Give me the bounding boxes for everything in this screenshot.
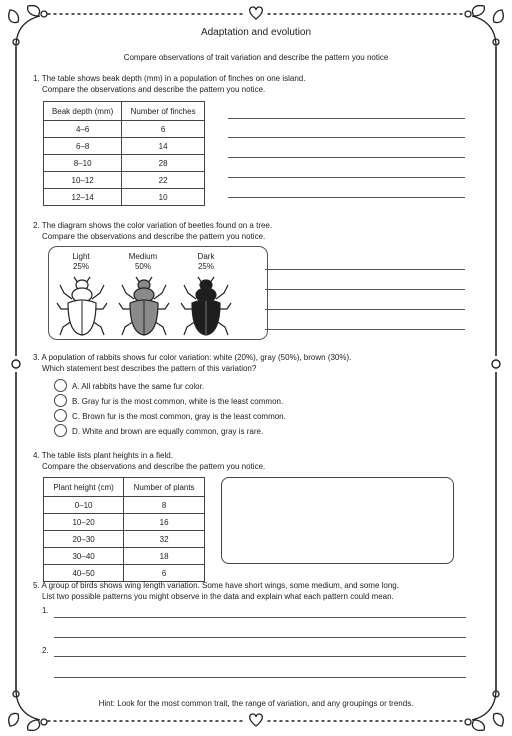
table-cell: 6 <box>124 565 205 582</box>
table-cell: 16 <box>124 514 205 531</box>
q2-prompt <box>33 221 272 242</box>
option-label: D. White and brown are equally common, gray is rare. <box>72 427 264 436</box>
q1-line2: Compare the observations and describe the pattern you notice. <box>42 84 266 94</box>
q2-answer-line[interactable] <box>265 329 465 330</box>
q5-answer-line[interactable] <box>54 677 466 678</box>
table-row <box>44 155 205 172</box>
beetle-name: Medium <box>128 252 158 261</box>
page-subtitle: Compare observations of trait variation and describe the pattern you notice <box>123 53 389 62</box>
q1-header-1: Number of finches <box>122 102 205 121</box>
q1-answer-line[interactable] <box>228 118 465 119</box>
radio-bubble[interactable] <box>54 424 67 437</box>
q3-line2: Which statement best describes the pattern of this variation? <box>42 363 257 373</box>
table-cell: 8–10 <box>44 155 122 172</box>
table-cell: 20–30 <box>44 531 124 548</box>
q4-line1: 4. The table lists plant heights in a field. <box>33 451 173 460</box>
q2-answer-line[interactable] <box>265 269 465 270</box>
table-cell: 10–20 <box>44 514 124 531</box>
table-cell: 18 <box>124 548 205 565</box>
option-label: A. All rabbits have the same fur color. <box>72 382 205 391</box>
table-cell: 6 <box>122 121 205 138</box>
q1-prompt <box>33 74 305 95</box>
table-row <box>44 565 205 582</box>
table-cell: 8 <box>124 497 205 514</box>
q5-number-1: 1. <box>42 606 49 615</box>
option-label: B. Gray fur is the most common, white is the least common. <box>72 397 284 406</box>
table-row <box>44 531 205 548</box>
beetle-caption-dark <box>181 252 231 272</box>
q5-line1: 5. A group of birds shows wing length variation. Some have short wings, some medium, and some long. <box>33 581 399 590</box>
table-cell: 6–8 <box>44 138 122 155</box>
table-row <box>44 514 205 531</box>
q4-answer-box[interactable] <box>221 477 454 564</box>
q2-answer-line[interactable] <box>265 309 465 310</box>
q1-answer-line[interactable] <box>228 177 465 178</box>
option-label: C. Brown fur is the most common, gray is the least common. <box>72 412 286 421</box>
q1-answer-line[interactable] <box>228 137 465 138</box>
table-row <box>44 121 205 138</box>
q3-prompt <box>33 353 351 374</box>
q4-header-1: Number of plants <box>124 478 205 497</box>
corner-ornament-bottom-right <box>465 689 503 730</box>
q2-line2: Compare the observations and describe the pattern you notice. <box>42 231 266 241</box>
q1-answer-line[interactable] <box>228 197 465 198</box>
table-row <box>44 138 205 155</box>
q3-line1: 3. A population of rabbits shows fur color variation: white (20%), gray (50%), brown (30%). <box>33 353 352 362</box>
q4-header-0: Plant height (cm) <box>44 478 124 497</box>
q1-header-0: Beak depth (mm) <box>44 102 122 121</box>
table-row <box>44 497 205 514</box>
table-cell: 14 <box>122 138 205 155</box>
table-cell: 30–40 <box>44 548 124 565</box>
table-row <box>44 548 205 565</box>
beetle-drawings <box>49 275 267 337</box>
q5-number-2: 2. <box>42 646 49 655</box>
q5-line2: List two possible patterns you might observe in the data and explain what each pattern could mean. <box>42 591 394 601</box>
table-cell: 32 <box>124 531 205 548</box>
radio-bubble[interactable] <box>54 394 67 407</box>
beetle-percent: 25% <box>72 262 89 271</box>
beetle-light-icon <box>57 277 107 335</box>
beetle-name: Dark <box>197 252 215 261</box>
q1-line1: 1. The table shows beak depth (mm) in a population of finches on one island. <box>33 74 306 83</box>
heart-icon-top <box>250 7 263 19</box>
radio-bubble[interactable] <box>54 379 67 392</box>
radio-bubble[interactable] <box>54 409 67 422</box>
table-row <box>44 172 205 189</box>
corner-ornament-bottom-left <box>9 689 47 730</box>
page-title: Adaptation and evolution <box>200 27 312 38</box>
beetle-diagram <box>48 246 268 340</box>
q1-answer-line[interactable] <box>228 157 465 158</box>
table-row <box>44 189 205 206</box>
table-cell: 10 <box>122 189 205 206</box>
q5-prompt <box>33 581 399 602</box>
table-cell: 4–6 <box>44 121 122 138</box>
table-cell: 28 <box>122 155 205 172</box>
hint-text: Hint: Look for the most common trait, the range of variation, and any groupings or trends. <box>98 699 414 708</box>
heart-icon-bottom <box>250 714 263 726</box>
q2-answer-line[interactable] <box>265 289 465 290</box>
table-cell: 22 <box>122 172 205 189</box>
table-cell: 40–50 <box>44 565 124 582</box>
beetle-medium-icon <box>119 277 169 335</box>
beetle-caption-medium <box>118 252 168 272</box>
table-cell: 12–14 <box>44 189 122 206</box>
table-cell: 0–10 <box>44 497 124 514</box>
beetle-dark-icon <box>181 277 231 335</box>
q5-answer-line[interactable] <box>54 656 466 657</box>
q4-line2: Compare the observations and describe the pattern you notice. <box>42 461 266 471</box>
q2-line1: 2. The diagram shows the color variation of beetles found on a tree. <box>33 221 273 230</box>
q5-answer-line[interactable] <box>54 617 466 618</box>
q1-table <box>43 101 205 206</box>
beetle-name: Light <box>72 252 90 261</box>
beetle-caption-light <box>56 252 106 272</box>
beetle-percent: 50% <box>134 262 151 271</box>
q4-table <box>43 477 205 582</box>
table-cell: 10–12 <box>44 172 122 189</box>
q4-prompt <box>33 451 265 472</box>
q5-answer-line[interactable] <box>54 637 466 638</box>
beetle-percent: 25% <box>197 262 214 271</box>
